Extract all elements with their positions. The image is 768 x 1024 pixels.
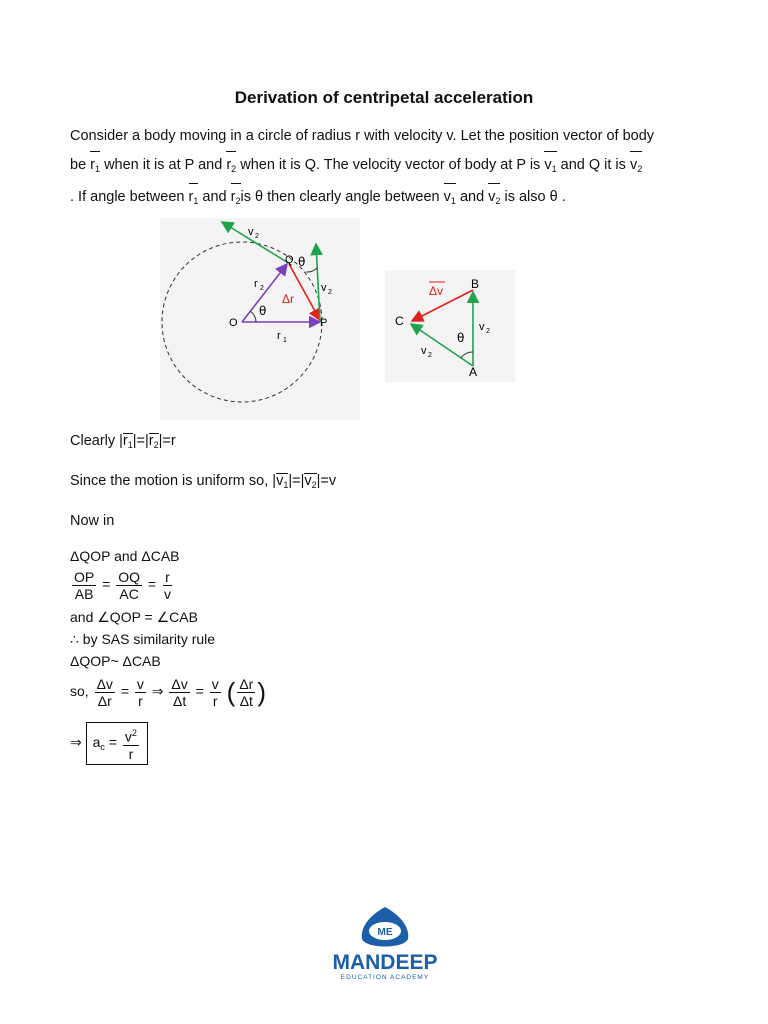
intro-text: and Q it is [560,156,626,173]
logo-mark-icon [330,905,440,985]
similarity-line: ΔQOP~ ΔCAB [70,653,161,669]
intro-text: and [202,189,227,205]
intro-text: when it is Q. The velocity vector of body at P is [240,156,541,173]
sas-rule-line: ∴ by SAS similarity rule [70,631,216,647]
label-o: O [229,317,238,329]
label-r1-sub: 1 [283,337,287,344]
vector-r1: $r_1$ [189,183,199,216]
angle-equality-line: and ∠QOP = ∠CAB [70,609,198,625]
figure-background [160,218,360,420]
label-r2: r [254,278,258,290]
label-theta-q: θ [298,255,306,269]
intro-text: and [459,189,485,205]
label-delta-r: Δr [282,292,295,306]
uniform-motion-line: Since the motion is uniform so, $|v_1|=|v_2|=v$ [70,473,337,490]
intro-text: is θ then clearly angle between [240,189,440,205]
circle-diagram [160,218,360,420]
label-r1: r [277,330,281,342]
label-r2-sub: 2 [260,285,264,292]
vector-v2: $v_2$ [488,183,500,216]
label-theta-o: θ [259,304,267,318]
label-v2-top: v [248,226,254,238]
label-v2-right: v [321,282,327,294]
figure-background [385,270,515,382]
final-result: ⇒ $a_c$ = $\frac{v^2}{r}$ [70,722,148,765]
mandeep-logo [330,905,440,985]
vector-v1: $v_1$ [444,183,456,216]
triangles-line: ΔQOP and ΔCAB [70,548,180,564]
page-title: Derivation of centripetal acceleration [234,88,534,107]
logo-brand: MANDEEP [332,951,438,974]
label-q: Q [285,254,294,266]
label-delta-v: Δv [429,284,444,298]
label-a: A [469,365,478,379]
vector-v1: $v_1$ [544,151,556,184]
intro-text: be [70,156,87,173]
vector-r2: $r_2$ [231,183,241,216]
ratio-equation: $\frac{OP}{AB}$ = $\frac{OQ}{AC}$ = $\frac{r}{v}$ [74,569,171,602]
logo-mark-text: ME [377,927,393,938]
now-in-line: Now in [70,513,115,529]
label-b: B [471,277,480,291]
label-v2-top-sub: 2 [255,233,259,240]
label-p: P [320,317,328,329]
vector-r1: $r_1$ [90,151,100,184]
centripetal-acceleration-box: $a_c$ = $\frac{v^2}{r}$ [86,722,148,765]
clearly-line: Clearly $|r_1|=|r_2|=r$ [70,433,176,450]
label-v2-hyp: v [421,345,427,357]
vector-r2: $r_2$ [226,151,236,184]
intro-text: . If angle between [70,189,185,205]
label-theta-a: θ [457,331,465,345]
label-v2-triangle-sub: 2 [486,328,490,335]
velocity-triangle [385,270,515,382]
label-v2-triangle: v [479,321,485,333]
intro-line-1: Consider a body moving in a circle of radius r with velocity v. Let the position vector of body [70,128,655,144]
label-c: C [395,314,404,328]
vector-v2: $v_2$ [630,151,642,184]
intro-paragraph [70,122,698,216]
intro-text: is also θ . [504,189,566,205]
label-v2-hyp-sub: 2 [428,352,432,359]
derivation-equation: so, $\frac{\Delta v}{\Delta r}$ = $\frac{v}{r}$ ⇒ $\frac{\Delta v}{\Delta t}$ = $\frac{v}{r}$ ( $\frac{\Delta r}{\Delta t}$ ) [70,676,266,709]
intro-text: when it is at P and [104,156,223,173]
label-v2-right-sub: 2 [328,289,332,296]
logo-tagline: EDUCATION ACADEMY [340,974,430,981]
